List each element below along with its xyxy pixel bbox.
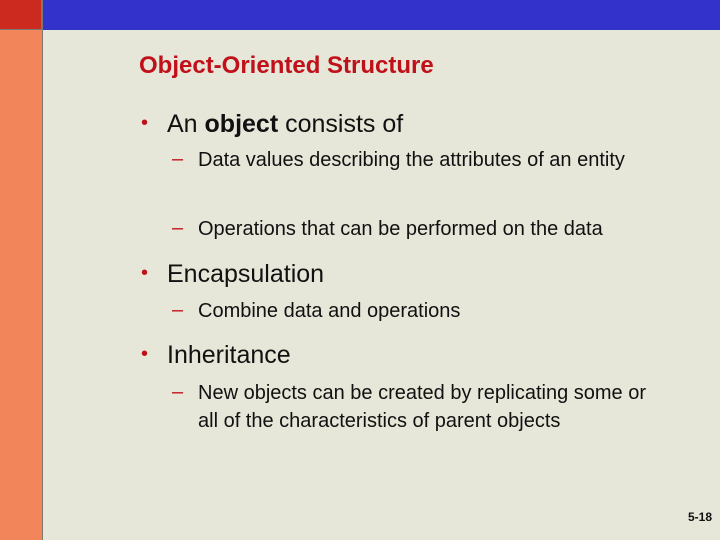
- page-number: 5-18: [687, 510, 712, 524]
- bullet-marker: •: [141, 112, 149, 134]
- bullet-object-suffix: consists of: [278, 110, 404, 138]
- bullet-inheritance: Inheritance: [167, 341, 291, 369]
- bullet-object: [167, 110, 403, 139]
- bullet-marker: •: [141, 262, 149, 284]
- sub-bullet-data-values: Data values describing the attributes of an entity: [198, 149, 625, 171]
- bullet-encapsulation: Encapsulation: [167, 260, 325, 288]
- sub-bullet-marker: –: [172, 381, 184, 403]
- sub-bullet-new-objects: New objects can be created by replicating some or all of the characteristics of parent objects: [198, 382, 647, 432]
- bullet-marker: •: [141, 343, 149, 365]
- slide-title: Object-Oriented Structure: [139, 52, 434, 79]
- sub-bullet-marker: –: [172, 148, 184, 170]
- sub-bullet-operations: Operations that can be performed on the data: [198, 218, 603, 240]
- bullet-object-bold: object: [204, 110, 279, 138]
- sub-bullet-marker: –: [172, 299, 184, 321]
- sub-bullet-marker: –: [172, 217, 184, 239]
- sub-bullet-combine: Combine data and operations: [198, 300, 461, 322]
- bullet-object-prefix: An: [167, 110, 205, 138]
